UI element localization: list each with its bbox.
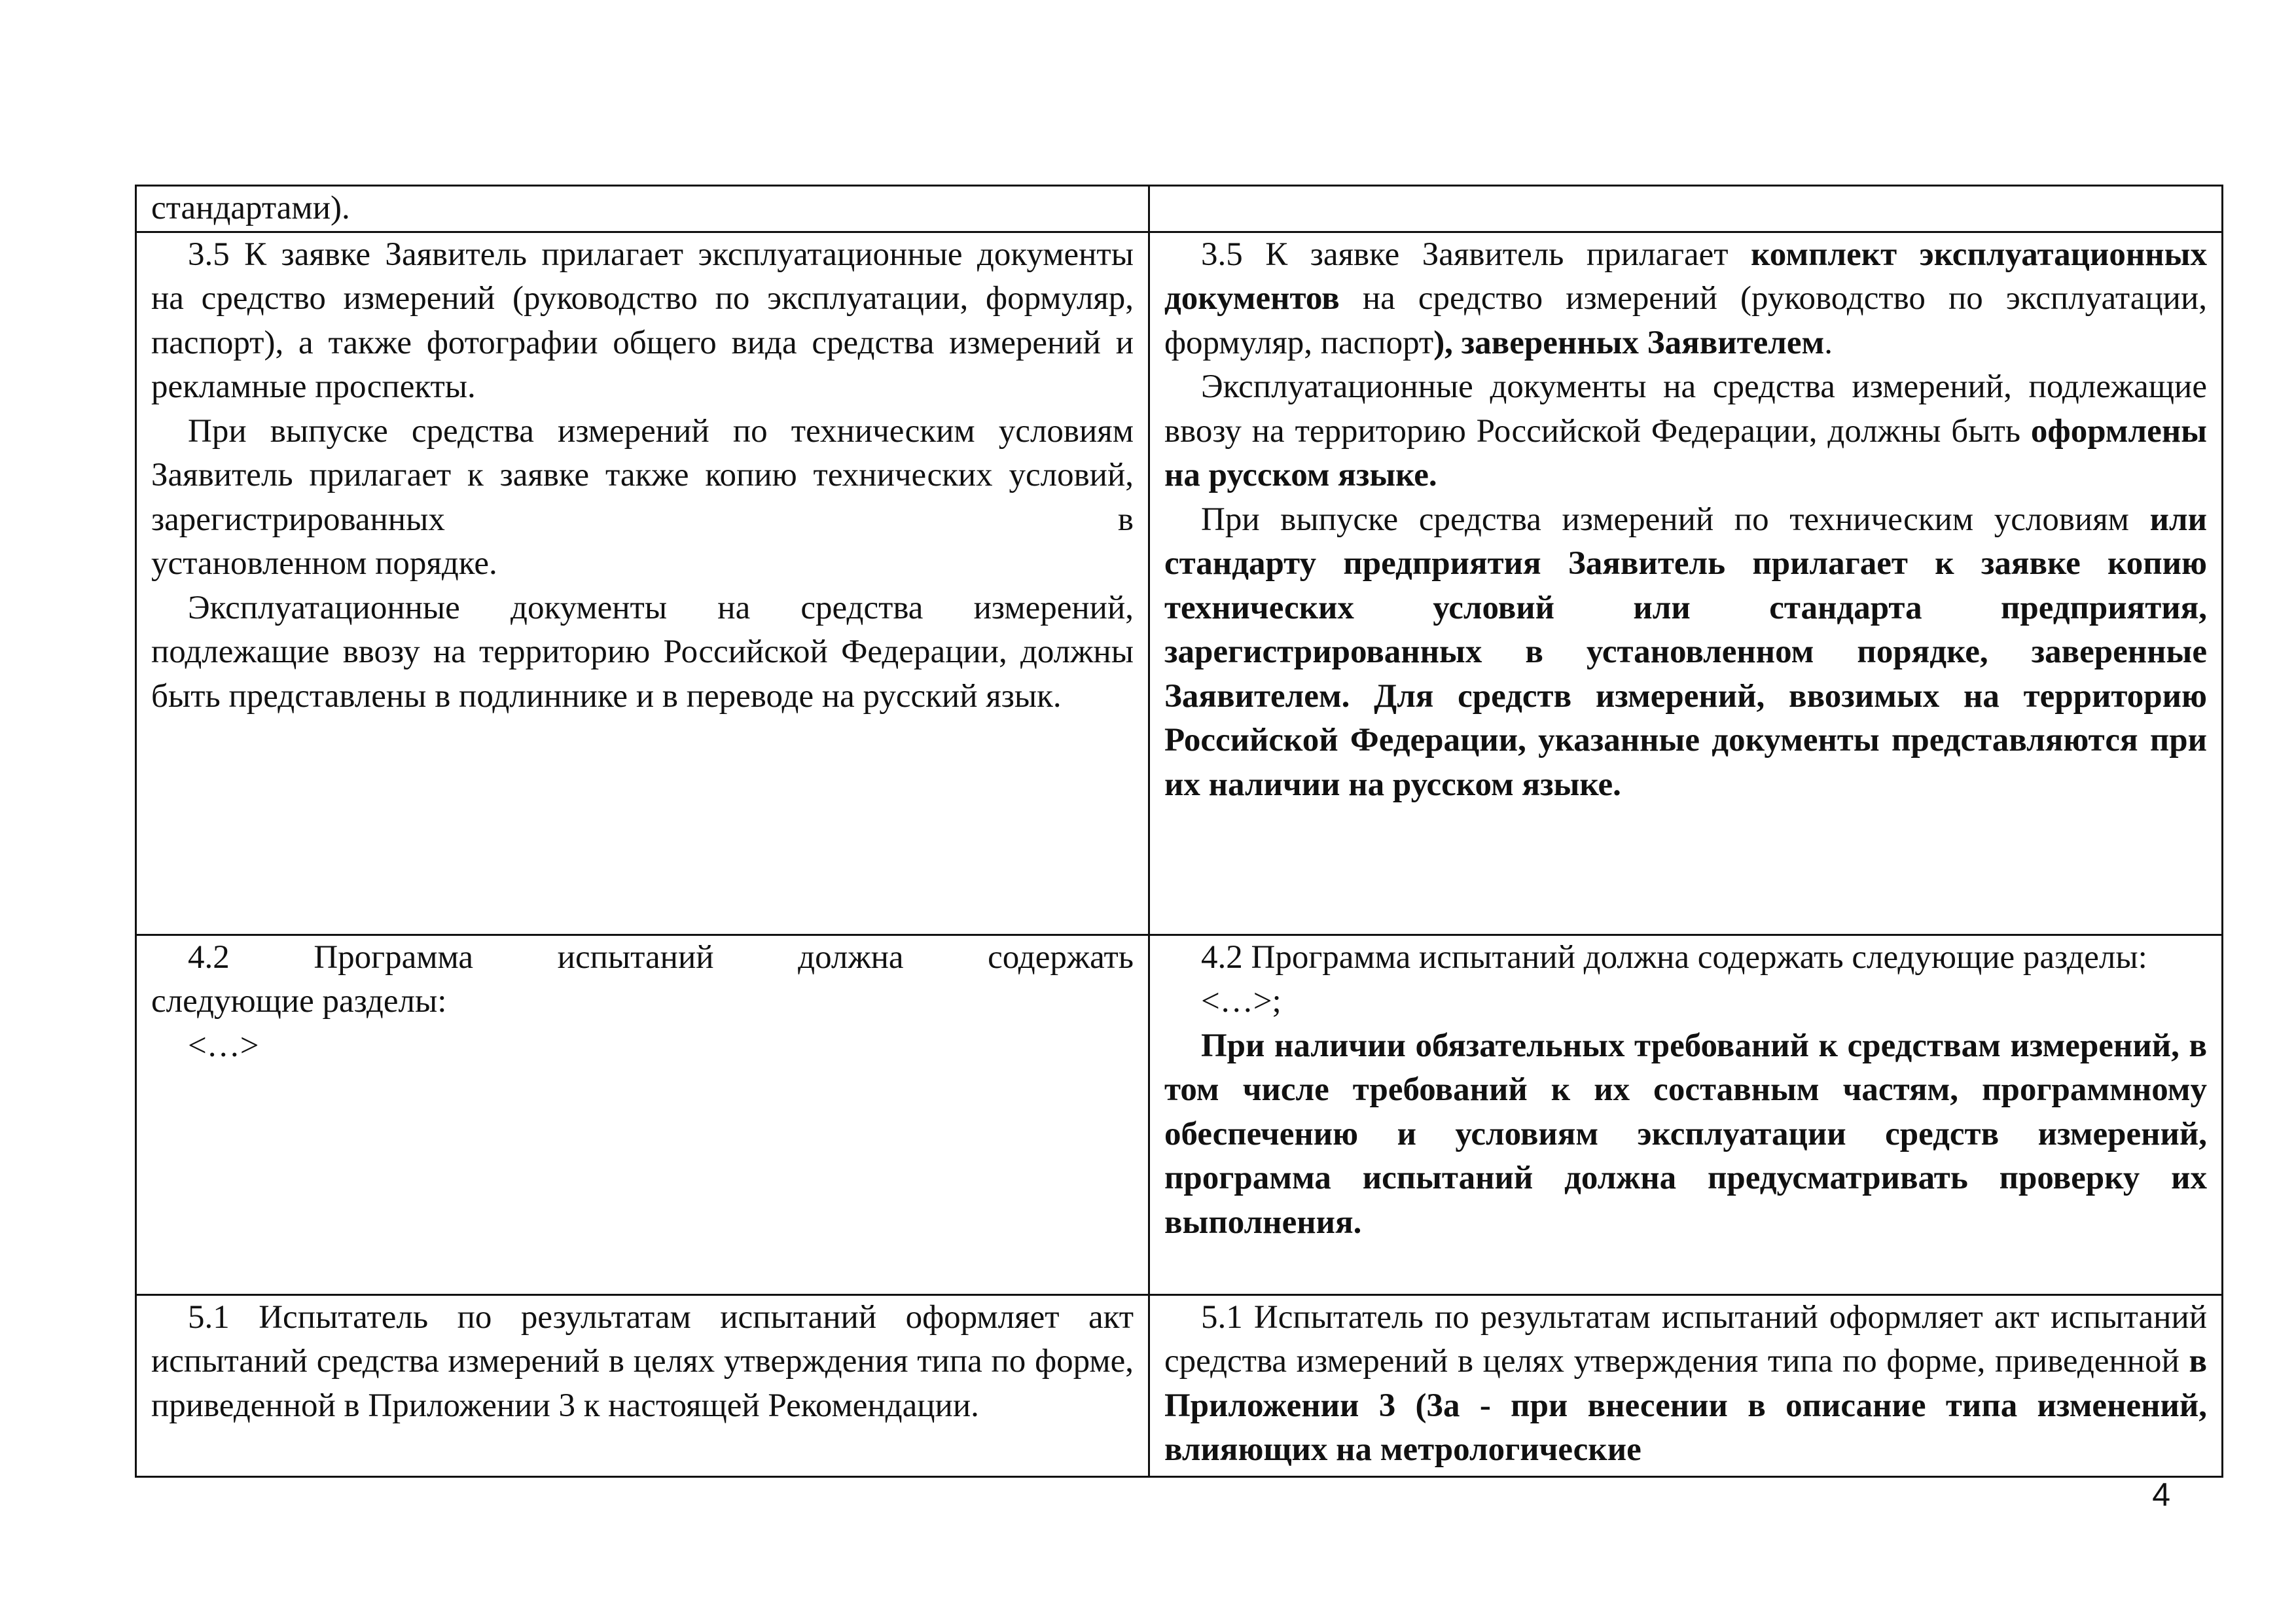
- left-cell: [136, 1294, 1149, 1476]
- bold-run: комплект эксплуатационных документов: [1164, 236, 2207, 317]
- text-run: на средство измерений (руководство по эксплуатации, формуляр, паспорт: [1164, 280, 2207, 361]
- table-row: [136, 232, 2223, 935]
- paragraph: 4.2 Программа испытаний должна содержать: [188, 938, 1134, 976]
- paragraph: <…>: [188, 1027, 259, 1064]
- bold-run: или стандарту предприятия Заявитель прилагает к заявке копию технических условий или стандарта предприятия, зарегистрированных в установленном порядке, заверенные Заявителем. Для средств измерений, ввозимых на территорию Российской Федерации, указанные документы представляются при их наличии на русском языке.: [1164, 501, 2207, 803]
- right-cell: [1149, 1294, 2223, 1476]
- paragraph: следующие разделы:: [151, 983, 447, 1020]
- table-row: [136, 935, 2223, 1294]
- left-cell: [136, 935, 1149, 1294]
- table-row: [136, 186, 2223, 232]
- bold-run: в Приложении 3 (3а - при внесении в описание типа изменений, влияющих на метрологические: [1164, 1343, 2207, 1468]
- text-run: 3.5 К заявке Заявитель прилагает: [1201, 236, 1751, 273]
- text-run: .: [1824, 324, 1833, 361]
- right-cell: [1149, 232, 2223, 935]
- left-cell: [136, 186, 1149, 232]
- left-cell: [136, 232, 1149, 935]
- bold-run: ), заверенных Заявителем: [1433, 324, 1825, 361]
- text-run: При выпуске средства измерений по техническим условиям: [1201, 501, 2150, 538]
- paragraph: <…>;: [1201, 983, 1282, 1020]
- text-run: 5.1 Испытатель по результатам испытаний оформляет акт испытаний средства измерений в целях утверждения типа по форме, приведенной: [1164, 1298, 2207, 1380]
- bold-run: оформлены на русском языке.: [1164, 412, 2207, 493]
- right-cell: [1149, 935, 2223, 1294]
- paragraph: 4.2 Программа испытаний должна содержать следующие разделы:: [1201, 938, 2147, 976]
- paragraph: При выпуске средства измерений по техническим условиям Заявитель прилагает к заявке также копию технических условий, зарегистрированных в: [151, 412, 1134, 538]
- paragraph: [1164, 233, 2207, 366]
- bold-run: При наличии обязательных требований к средствам измерений, в том числе требований к их составным частям, программному обеспечению и условиям эксплуатации средств измерений, программа испытаний должна предусматривать проверку их выполнения.: [1164, 1027, 2207, 1241]
- cell-text: стандартами).: [151, 190, 350, 226]
- comparison-table: [135, 185, 2223, 1478]
- paragraph: Эксплуатационные документы на средства измерений, подлежащие ввозу на территорию Российской Федерации, должны быть представлены в подлиннике и в переводе на русский язык.: [151, 589, 1134, 715]
- right-cell: [1149, 186, 2223, 232]
- paragraph: [1164, 1296, 2207, 1472]
- page-number: 4: [2152, 1476, 2170, 1513]
- paragraph: [1164, 365, 2207, 498]
- table-row: [136, 1294, 2223, 1476]
- paragraph: [1164, 1024, 2207, 1245]
- text-run: Эксплуатационные документы на средства измерений, подлежащие ввозу на территорию Российской Федерации, должны быть: [1164, 368, 2207, 450]
- paragraph: установленном порядке.: [151, 545, 497, 582]
- paragraph: [1164, 498, 2207, 808]
- paragraph: 5.1 Испытатель по результатам испытаний оформляет акт испытаний средства измерений в целях утверждения типа по форме, приведенной в Приложении 3 к настоящей Рекомендации.: [151, 1298, 1134, 1424]
- paragraph: 3.5 К заявке Заявитель прилагает эксплуатационные документы на средство измерений (руководство по эксплуатации, формуляр, паспорт), а также фотографии общего вида средства измерений и рекламные проспекты.: [151, 236, 1134, 405]
